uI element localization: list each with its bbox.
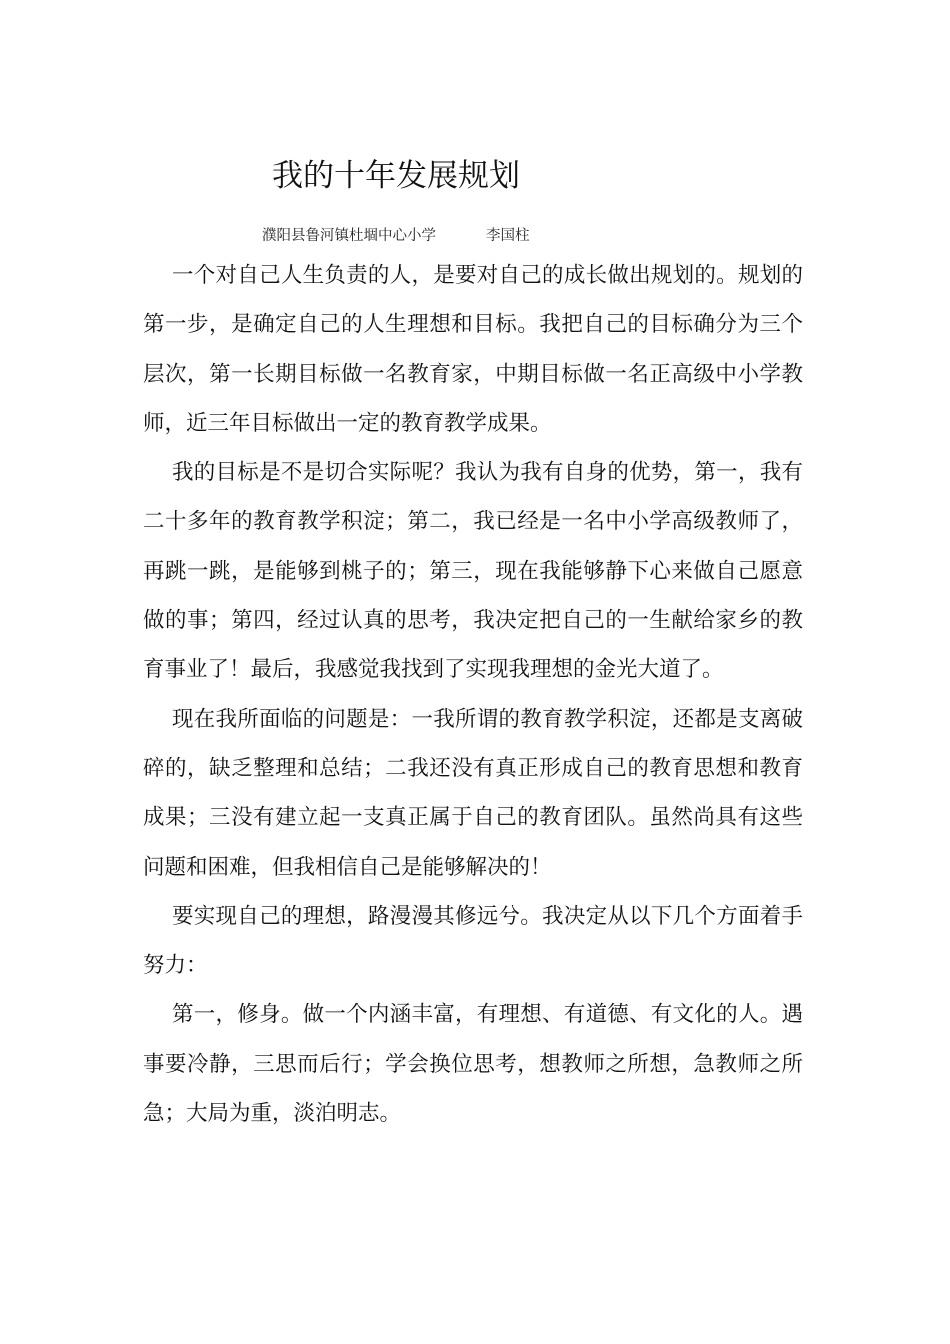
byline: [262, 224, 530, 248]
paragraph: 我的目标是不是切合实际呢？我认为我有自身的优势，第一，我有二十多年的教育教学积淀；第二，我已经是一名中小学高级教师了，再跳一跳，是能够到桃子的；第三，现在我能够静下心来做自己愿意做的事；第四，经过认真的思考，我决定把自己的一生献给家乡的教育事业了！最后，我感觉我找到了实现我理想的金光大道了。: [143, 460, 803, 683]
school-name: 濮阳县鲁河镇杜堌中心小学: [262, 228, 436, 244]
document-body: [143, 251, 803, 1138]
paragraph: 现在我所面临的问题是：一我所谓的教育教学积淀，还都是支离破碎的，缺乏整理和总结；二我还没有真正形成自己的教育思想和教育成果；三没有建立起一支真正属于自己的教育团队。虽然尚具有这些问题和困难，但我相信自己是能够解决的！: [143, 706, 803, 880]
paragraph: 一个对自己人生负责的人，是要对自己的成长做出规划的。规划的第一步，是确定自己的人生理想和目标。我把自己的目标确分为三个层次，第一长期目标做一名教育家，中期目标做一名正高级中小学教师，近三年目标做出一定的教育教学成果。: [143, 263, 803, 436]
document-title: 我的十年发展规划: [272, 158, 520, 194]
author-name: 李国柱: [486, 228, 530, 244]
paragraph: 第一，修身。做一个内涵丰富，有理想、有道德、有文化的人。遇事要冷静，三思而后行；学会换位思考，想教师之所想，急教师之所急；大局为重，淡泊明志。: [143, 1002, 803, 1127]
paragraph: 要实现自己的理想，路漫漫其修远兮。我决定从以下几个方面着手努力：: [143, 903, 803, 979]
